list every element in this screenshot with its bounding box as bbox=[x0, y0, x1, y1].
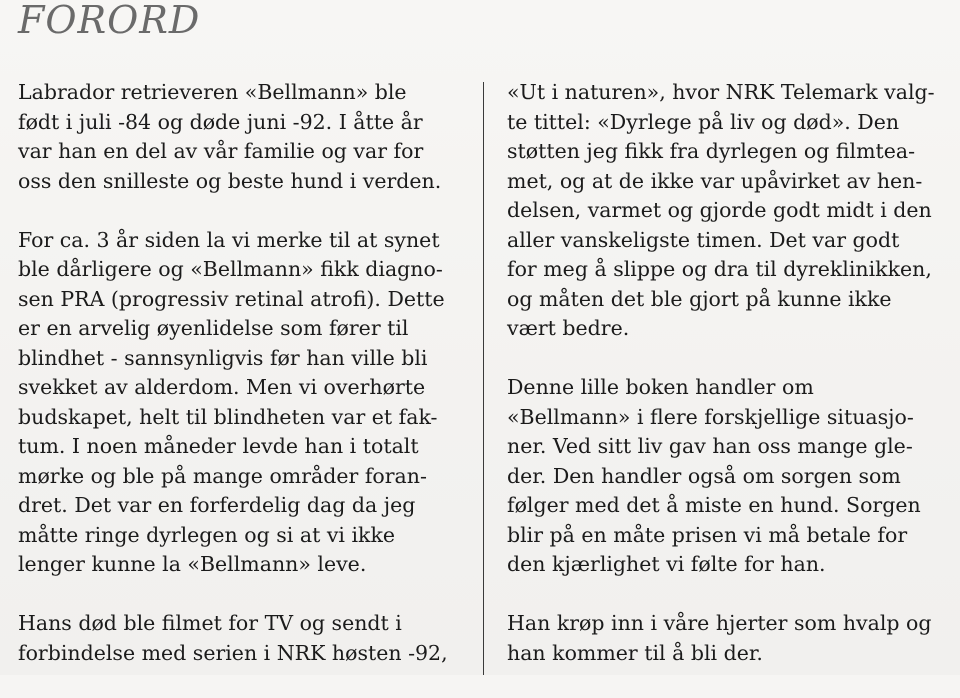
text-line: lenger kunne la «Bellmann» leve. bbox=[18, 552, 367, 576]
text-line: oss den snilleste og beste hund i verden. bbox=[18, 168, 442, 193]
text-line: følger med det å miste en hund. Sorgen bbox=[507, 493, 921, 517]
text-line: budskapet, helt til blindheten var et fak- bbox=[18, 404, 438, 429]
text-line: den kjærlighet vi følte for han. bbox=[507, 552, 826, 576]
text-line: er en arvelig øyenlidelse som fører til bbox=[18, 316, 409, 340]
text-line: dret. Det var en forferdelig dag da jeg bbox=[18, 493, 416, 517]
column-divider bbox=[483, 82, 484, 675]
text-line: mørke og ble på mange områder foran- bbox=[18, 463, 427, 488]
text-line: måtte ringe dyrlegen og si at vi ikke bbox=[18, 522, 396, 547]
text-line: delsen, varmet og gjorde godt midt i den bbox=[507, 198, 932, 222]
text-line: var han en del av vår familie og var for bbox=[18, 139, 424, 163]
text-line: vært bedre. bbox=[507, 316, 630, 340]
right-column bbox=[507, 78, 959, 698]
text-line: «Bellmann» i flere forskjellige situasjo- bbox=[507, 404, 914, 429]
text-line: te tittel: «Dyrlege på liv og død». Den bbox=[507, 109, 900, 134]
paragraph bbox=[507, 609, 959, 668]
text-line: aller vanskeligste timen. Det var godt bbox=[507, 227, 900, 252]
paragraph bbox=[18, 226, 468, 580]
text-line: Denne lille boken handler om bbox=[507, 375, 814, 399]
text-line: han kommer til å bli der. bbox=[507, 640, 763, 665]
text-line: tum. I noen måneder levde han i totalt bbox=[18, 434, 419, 458]
text-line: blir på en måte prisen vi må betale for bbox=[507, 522, 908, 547]
text-line: sen PRA (progressiv retinal atrofi). Dette bbox=[18, 286, 445, 311]
paragraph bbox=[18, 609, 468, 668]
text-line: født i juli -84 og døde juni -92. I åtte år bbox=[18, 109, 423, 134]
text-line: For ca. 3 år siden la vi merke til at synet bbox=[18, 227, 440, 252]
text-line: for meg å slippe og dra til dyreklinikken, bbox=[507, 257, 932, 281]
text-line: Hans død ble filmet for TV og sendt i bbox=[18, 611, 402, 635]
text-line: støtten jeg fikk fra dyrlegen og filmtea- bbox=[507, 139, 916, 163]
text-line: ble dårligere og «Bellmann» fikk diagno- bbox=[18, 257, 443, 281]
text-line: «Ut i naturen», hvor NRK Telemark valg- bbox=[507, 80, 935, 104]
paragraph bbox=[507, 373, 959, 580]
text-line: met, og at de ikke var upåvirket av hen- bbox=[507, 168, 923, 193]
text-line: Han krøp inn i våre hjerter som hvalp og bbox=[507, 611, 932, 635]
text-line: ner. Ved sitt liv gav han oss mange gle- bbox=[507, 434, 913, 458]
text-line: Labrador retrieveren «Bellmann» ble bbox=[18, 80, 407, 104]
left-column bbox=[18, 78, 468, 698]
text-line: svekket av alderdom. Men vi overhørte bbox=[18, 375, 426, 399]
text-line: og måten det ble gjort på kunne ikke bbox=[507, 286, 892, 311]
text-line: forbindelse med serien i NRK høsten -92, bbox=[18, 640, 448, 665]
paragraph bbox=[507, 78, 959, 344]
page-title: FORORD bbox=[18, 0, 201, 42]
text-line: der. Den handler også om sorgen som bbox=[507, 463, 901, 488]
paragraph bbox=[18, 78, 468, 196]
text-line: blindhet - sannsynligvis før han ville bli bbox=[18, 345, 428, 370]
